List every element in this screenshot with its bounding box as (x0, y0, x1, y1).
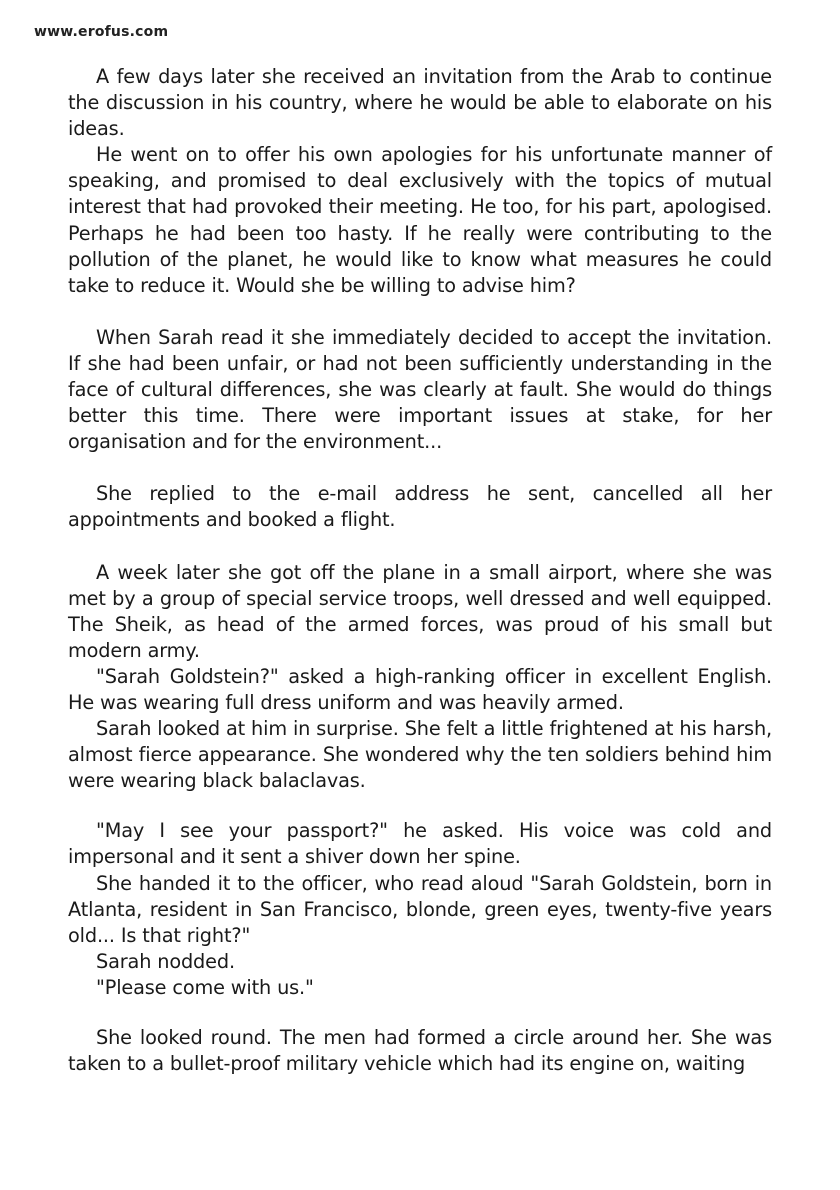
paragraph-sarah-decides: When Sarah read it she immediately decided to accept the invitation. If she had been unfair, or had not been sufficiently understanding in the face of cultural differences, she was clearly at fault. She would do things better this time. There were important issues at stake, for her organisation and for the environment... (68, 325, 772, 454)
paragraph-sarah-surprise: Sarah looked at him in surprise. She felt a little frightened at his harsh, almost fierce appearance. She wondered why the ten soldiers behind him were wearing black balaclavas. (68, 717, 772, 793)
story-text (68, 64, 772, 1077)
paragraph-sarah-nodded: Sarah nodded. (96, 949, 235, 973)
paragraph-come-with-us: "Please come with us." (96, 975, 314, 999)
paragraph-airport-arrival: A week later she got off the plane in a small airport, where she was met by a group of special service troops, well dressed and well equipped. The Sheik, as head of the armed forces, was proud of his small but modern army. (68, 560, 772, 662)
paragraph-handed-passport: She handed it to the officer, who read aloud "Sarah Goldstein, born in Atlanta, resident in San Francisco, blonde, green eyes, twenty-five years old... Is that right?" (68, 871, 772, 947)
paragraph-passport: "May I see your passport?" he asked. His voice was cold and impersonal and it sent a shiver down her spine. (68, 819, 772, 869)
paragraph-looked-round: She looked round. The men had formed a circle around her. She was taken to a bullet-proof military vehicle which had its engine on, waiting (68, 1026, 772, 1076)
paragraph-invitation: A few days later she received an invitation from the Arab to continue the discussion in his country, where he would be able to elaborate on his ideas. (68, 65, 772, 141)
paragraph-apologies: He went on to offer his own apologies for his unfortunate manner of speaking, and promised to deal exclusively with the topics of mutual interest that had provoked their meeting. He too, for his part, apologised. Perhaps he had been too hasty. If he really were contributing to the pollution of the planet, he would like to know what measures he could take to reduce it. Would she be willing to advise him? (68, 143, 772, 297)
paragraph-booked-flight: She replied to the e-mail address he sent, cancelled all her appointments and booked a flight. (68, 482, 772, 532)
paragraph-officer-asks: "Sarah Goldstein?" asked a high-ranking officer in excellent English. He was wearing full dress uniform and was heavily armed. (68, 664, 772, 714)
site-watermark: www.erofus.com (34, 24, 169, 40)
